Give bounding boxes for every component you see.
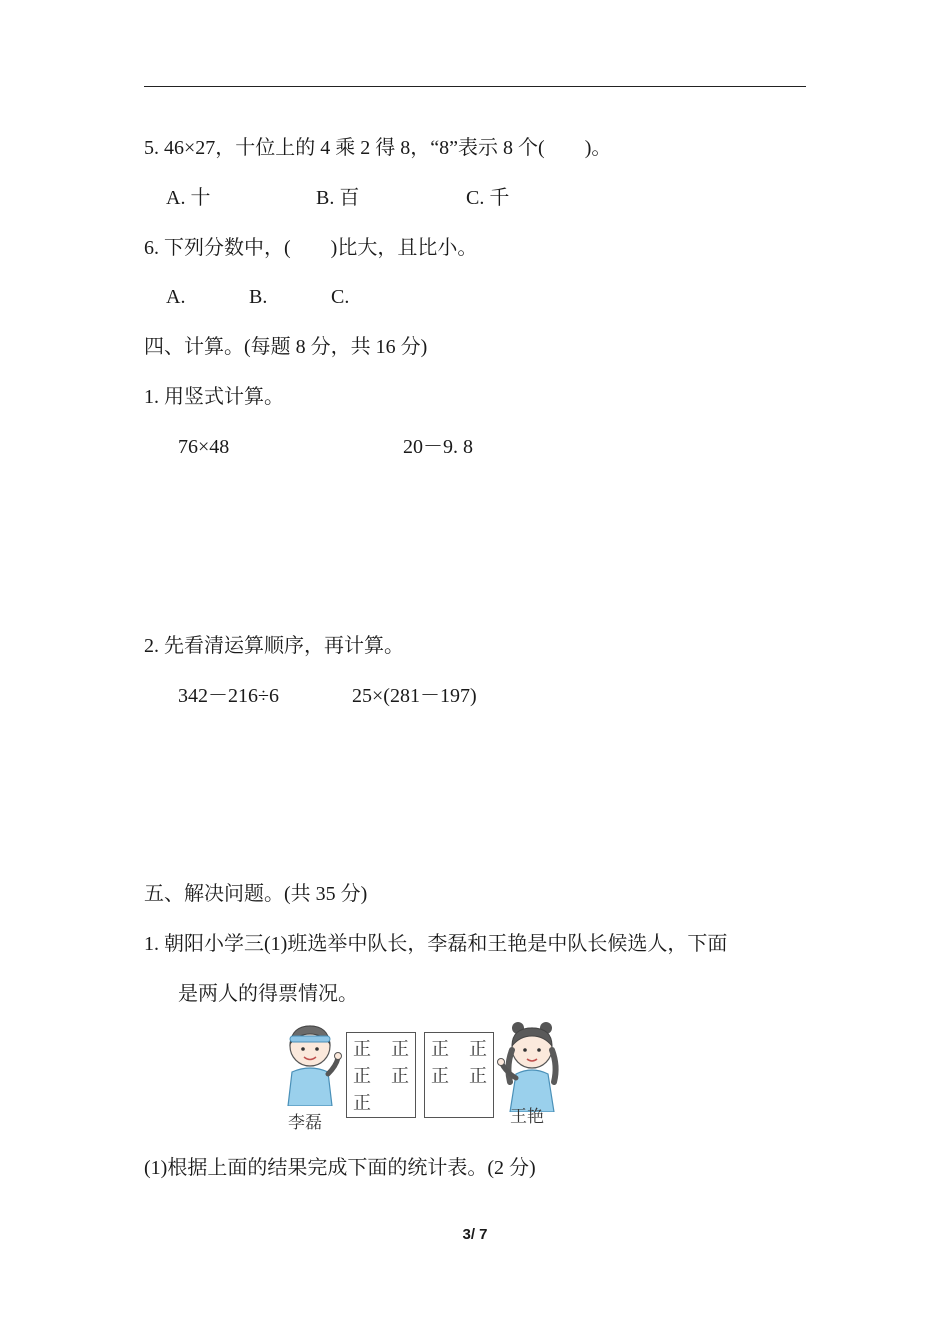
tally-mark: 正 — [431, 1066, 449, 1086]
q5-option-c: C. 千 — [466, 187, 510, 209]
tally-mark: 正 — [431, 1039, 449, 1059]
tally-mark: 正 — [353, 1039, 371, 1059]
tally-box-left — [346, 1032, 416, 1118]
q6-stem: 6. 下列分数中，( )比大，且比小。 — [144, 237, 478, 259]
tally-box-right — [424, 1032, 494, 1118]
boy-figure-icon — [282, 1022, 344, 1106]
header-rule — [144, 86, 806, 87]
name-left: 李磊 — [288, 1113, 322, 1133]
q6-option-c: C. — [331, 286, 350, 308]
section4-p2-title: 2. 先看清运算顺序，再计算。 — [144, 635, 404, 657]
tally-mark: 正 — [353, 1093, 371, 1113]
tally-mark: 正 — [353, 1066, 371, 1086]
tally-mark: 正 — [469, 1066, 487, 1086]
expr-20-minus-9-8: 20－9. 8 — [403, 436, 473, 458]
section5-p1-line1: 1. 朝阳小学三(1)班选举中队长，李磊和王艳是中队长候选人，下面 — [144, 933, 728, 955]
tally-mark: 正 — [469, 1039, 487, 1059]
q6-option-b: B. — [249, 286, 268, 308]
vote-illustration — [282, 1020, 582, 1138]
section5-p1-line2: 是两人的得票情况。 — [178, 983, 358, 1005]
page-number: 3/ 7 — [462, 1226, 488, 1243]
expr-25x: 25×(281－197) — [352, 685, 477, 707]
q5-option-b: B. 百 — [316, 187, 360, 209]
expr-76x48: 76×48 — [178, 436, 230, 458]
q5-option-a: A. 十 — [166, 187, 211, 209]
q5-stem: 5. 46×27，十位上的 4 乘 2 得 8，“8”表示 8 个( )。 — [144, 137, 612, 159]
section5-sub1: (1)根据上面的结果完成下面的统计表。(2 分) — [144, 1157, 536, 1179]
tally-mark: 正 — [391, 1066, 409, 1086]
section4-heading: 四、计算。(每题 8 分，共 16 分) — [144, 336, 428, 358]
section4-p1-title: 1. 用竖式计算。 — [144, 386, 284, 408]
section5-heading: 五、解决问题。(共 35 分) — [144, 883, 368, 905]
tally-mark: 正 — [391, 1039, 409, 1059]
expr-342: 342－216÷6 — [178, 685, 279, 707]
girl-figure-icon — [496, 1020, 568, 1112]
name-right: 王艳 — [510, 1107, 544, 1127]
q6-option-a: A. — [166, 286, 186, 308]
